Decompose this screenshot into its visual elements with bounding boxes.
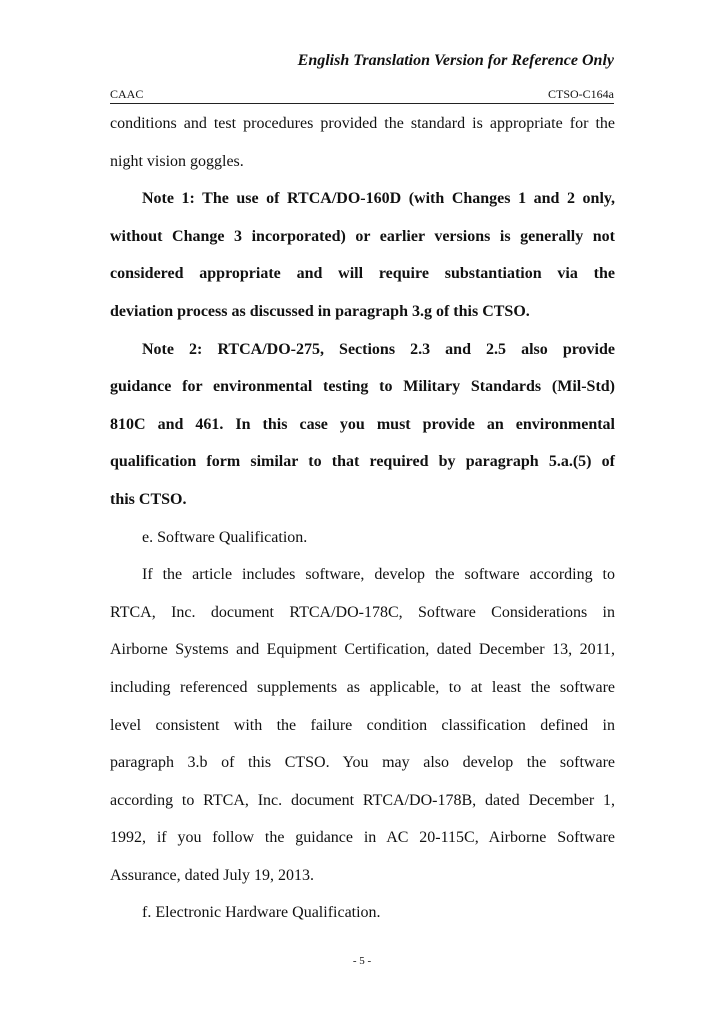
note-1-line: deviation process as discussed in paragraph 3.g of this CTSO.: [110, 302, 530, 320]
section-heading-software: e. Software Qualification.: [142, 528, 308, 546]
text-line: according to RTCA, Inc. document RTCA/DO-178B, dated December 1,: [110, 791, 615, 809]
note-2-line: 810C and 461. In this case you must provide an environmental: [110, 415, 615, 433]
text-line: Airborne Systems and Equipment Certification, dated December 13, 2011,: [110, 641, 615, 659]
running-header: [110, 87, 614, 104]
text-line: RTCA, Inc. document RTCA/DO-178C, Software Considerations in: [110, 603, 615, 621]
text-line: level consistent with the failure condition classification defined in: [110, 716, 615, 734]
note-2-line: qualification form similar to that required by paragraph 5.a.(5) of: [110, 453, 615, 471]
note-1-line: considered appropriate and will require substantiation via the: [110, 265, 615, 283]
text-line: If the article includes software, develop the software according to: [142, 566, 615, 584]
text-line: paragraph 3.b of this CTSO. You may also develop the software: [110, 754, 615, 772]
note-1-line: Note 1: The use of RTCA/DO-160D (with Changes 1 and 2 only,: [142, 190, 615, 208]
page-number: - 5 -: [352, 955, 372, 967]
text-line: including referenced supplements as applicable, to at least the software: [110, 678, 615, 696]
text-line: 1992, if you follow the guidance in AC 20-115C, Airborne Software: [110, 829, 615, 847]
text-line: night vision goggles.: [110, 152, 244, 170]
body-text: [110, 113, 615, 940]
text-line: Assurance, dated July 19, 2013.: [110, 866, 314, 884]
text-line: conditions and test procedures provided the standard is appropriate for the: [110, 115, 615, 132]
section-heading-hardware: f. Electronic Hardware Qualification.: [142, 904, 381, 922]
note-2-line: guidance for environmental testing to Military Standards (Mil-Std): [110, 378, 615, 396]
note-1-line: without Change 3 incorporated) or earlier versions is generally not: [110, 227, 615, 245]
note-2-line: this CTSO.: [110, 490, 187, 508]
header-org: CAAC: [110, 87, 144, 101]
translation-banner: English Translation Version for Reference Only: [297, 52, 614, 69]
note-2-line: Note 2: RTCA/DO-275, Sections 2.3 and 2.5 also provide: [142, 340, 615, 358]
header-doc-id: CTSO-C164a: [548, 87, 614, 101]
